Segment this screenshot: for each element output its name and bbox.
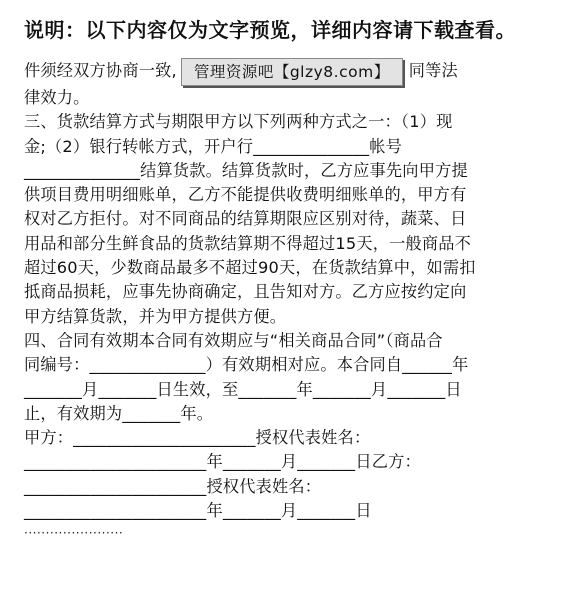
document-line: 同编号：______________）有效期相对应。本合同自______年 (24, 355, 469, 375)
document-line: 甲方：______________________授权代表姓名： (24, 428, 371, 448)
document-line: 抵商品损耗，应事先协商确定，且告知对方。乙方应按约定向 (24, 282, 467, 302)
document-line: _______月_______日生效，至_______年_______月_______日 (24, 379, 462, 399)
document-line: ______________________年_______月_______日 (24, 501, 372, 521)
document-line: 超过60天，少数商品最多不超过90天，在货款结算中，如需扣 (24, 258, 476, 278)
document-line: ______________________年_______月_______日乙方： (24, 452, 421, 472)
document-body (24, 56, 558, 541)
document-line: ______________结算货款。结算货款时，乙方应事先向甲方提 (24, 160, 468, 180)
document-line: 止，有效期为_______年。 (24, 403, 214, 423)
document-line (24, 56, 558, 86)
document-line: ______________________授权代表姓名： (24, 476, 322, 496)
line-text-start: 件须经双方协商一致, (24, 61, 177, 80)
document-line: 甲方结算货款，并为甲方提供方便。 (24, 306, 287, 326)
preview-notice: 说明：以下内容仅为文字预览，详细内容请下载查看。 (24, 18, 516, 42)
continuation-dots: ······················· (24, 526, 124, 541)
document-line: 权对乙方拒付。对不同商品的结算期限应区别对待，蔬菜、日 (24, 209, 467, 229)
line-text-end: 同等法 (408, 61, 458, 80)
document-line: 金;（2）银行转帐方式，开户行______________帐号 (24, 136, 403, 156)
document-line: 用品和部分生鲜食品的货款结算期不得超过15天，一般商品不 (24, 233, 472, 253)
document-line: 四、合同有效期本合同有效期应与“相关商品合同”（商品合 (24, 330, 443, 350)
document-line: 律效力。 (24, 88, 90, 107)
document-line: 三、货款结算方式与期限甲方以下列两种方式之一：（1）现 (24, 112, 453, 132)
watermark-badge: 管理资源吧【glzy8.com】 (181, 58, 403, 86)
document-line: 供项目费用明细账单，乙方不能提供收费明细账单的，甲方有 (24, 185, 467, 205)
